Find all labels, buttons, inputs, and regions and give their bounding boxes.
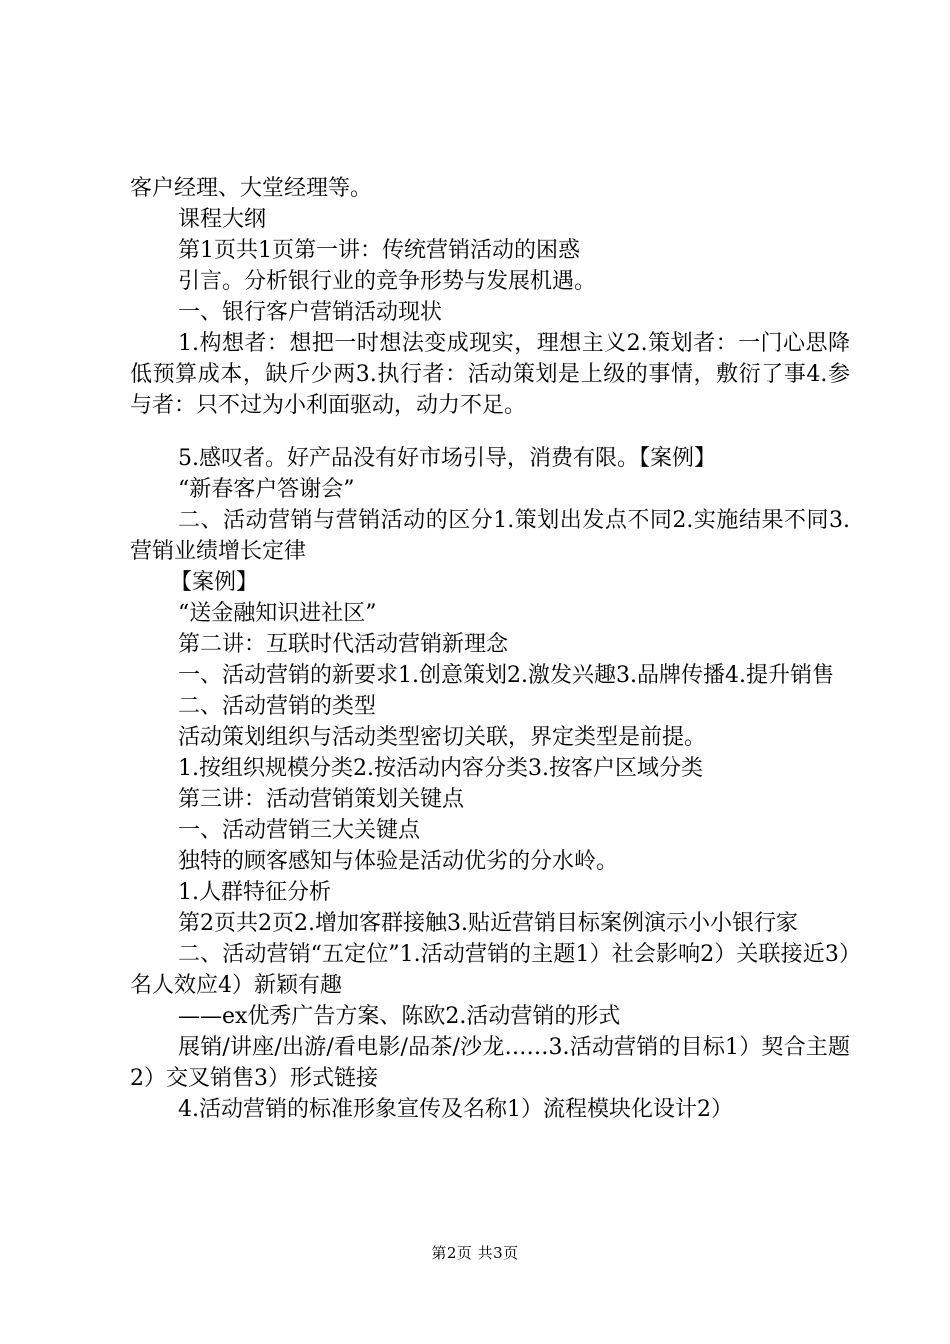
paragraph-8: 二、活动营销与营销活动的区分1.策划出发点不同2.实施结果不同3.营销业绩增长定律 — [130, 508, 850, 564]
paragraph-19: 1.人群特征分析 — [178, 880, 331, 905]
paragraph-3: 引言。分析银行业的竞争形势与发展机遇。 — [178, 269, 597, 294]
paragraph-13: 二、活动营销的类型 — [178, 694, 377, 719]
paragraph-12: 一、活动营销的新要求1.创意策划2.激发兴趣3.品牌传播4.提升销售 — [178, 663, 834, 688]
paragraph-23: 展销/讲座/出游/看电影/品茶/沙龙……3.活动营销的目标1）契合主题2）交叉销售3）形式链接 — [130, 1035, 850, 1091]
paragraph-4: 一、银行客户营销活动现状 — [178, 300, 443, 325]
paragraph-14: 活动策划组织与活动类型密切关联，界定类型是前提。 — [178, 725, 707, 750]
paragraph-5: 1.构想者：想把一时想法变成现实，理想主义2.策划者：一门心思降低预算成本，缺斤少两3.执行者：活动策划是上级的事情，敷衍了事4.参与者：只不过为小利面驱动，动力不足。 — [130, 331, 850, 418]
paragraph-9: 【案例】 — [170, 570, 259, 595]
paragraph-10: “送金融知识进社区” — [178, 601, 377, 626]
paragraph-1: 课程大纲 — [178, 207, 267, 232]
page-footer: 第2页 共3页 — [431, 1244, 519, 1262]
paragraph-20: 第2页共2页2.增加客群接触3.贴近营销目标案例演示小小银行家 — [178, 911, 798, 936]
paragraph-21: 二、活动营销“五定位”1.活动营销的主题1）社会影响2）关联接近3）名人效应4）新颖有趣 — [130, 942, 850, 998]
paragraph-24: 4.活动营销的标准形象宣传及名称1）流程模块化设计2） — [178, 1097, 733, 1122]
paragraph-7: “新春客户答谢会” — [178, 477, 355, 502]
paragraph-18: 独特的顾客感知与体验是活动优劣的分水岭。 — [178, 849, 619, 874]
paragraph-22: ——ex优秀广告方案、陈欧2.活动营销的形式 — [178, 1004, 621, 1029]
document-body — [130, 173, 850, 1125]
paragraph-6: 5.感叹者。好产品没有好市场引导，消费有限。【案例】 — [178, 446, 716, 471]
paragraph-2: 第1页共1页第一讲：传统营销活动的困惑 — [178, 238, 580, 263]
paragraph-17: 一、活动营销三大关键点 — [178, 818, 421, 843]
paragraph-16: 第三讲：活动营销策划关键点 — [178, 787, 465, 812]
paragraph-15: 1.按组织规模分类2.按活动内容分类3.按客户区域分类 — [178, 756, 703, 781]
paragraph-11: 第二讲：互联时代活动营销新理念 — [178, 632, 509, 657]
paragraph-0: 客户经理、大堂经理等。 — [130, 176, 373, 201]
